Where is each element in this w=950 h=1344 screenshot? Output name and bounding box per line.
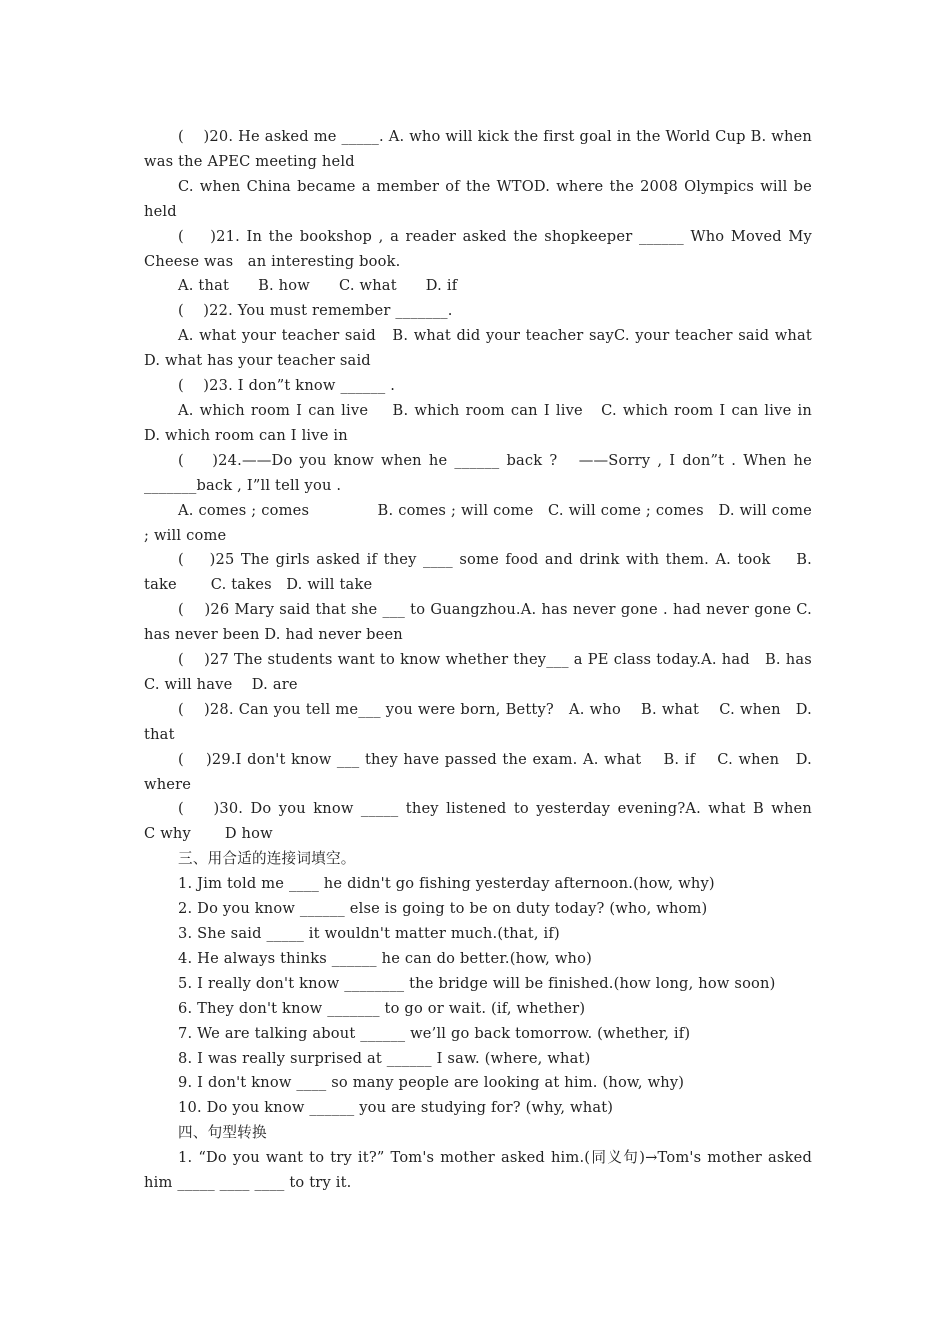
question-22-options: A. what your teacher said B. what did your teacher sayC. your teacher said what D. what has your teacher said <box>144 327 827 370</box>
exercise-text <box>144 125 846 1196</box>
question-24: ( )24.——Do you know when he ______ back ? ——Sorry , I don”t . When he _______back , I”ll tell you . <box>144 451 817 494</box>
question-22: ( )22. You must remember _______. <box>178 302 453 320</box>
question-21-options: A. that B. how C. what D. if <box>178 277 458 295</box>
fill-item-6: 6. They don't know _______ to go or wait. (if, whether) <box>178 999 586 1017</box>
question-21: ( )21. In the bookshop , a reader asked the shopkeeper ______ Who Moved My Cheese was an interesting book. <box>144 227 817 270</box>
fill-item-2: 2. Do you know ______ else is going to be on duty today? (who, whom) <box>178 900 708 918</box>
fill-item-3: 3. She said _____ it wouldn't matter much.(that, if) <box>178 925 560 942</box>
question-23-options: A. which room I can live B. which room can I live C. which room I can live in D. which room can I live in <box>144 401 827 444</box>
transform-item-1: 1. “Do you want to try it?” Tom's mother asked him.(同义句)→Tom's mother asked him _____ ____ ____ to try it. <box>144 1149 817 1192</box>
question-30: ( )30. Do you know _____ they listened to yesterday evening?A. what B when C why D how <box>144 800 846 843</box>
question-23: ( )23. I don”t know ______ . <box>178 377 396 395</box>
question-20: ( )20. He asked me _____. A. who will kick the first goal in the World Cup B. when was the APEC meeting held <box>144 128 817 170</box>
fill-item-7: 7. We are talking about ______ we’ll go back tomorrow. (whether, if) <box>178 1024 691 1042</box>
fill-item-5: 5. I really don't know ________ the bridge will be finished.(how long, how soon) <box>178 974 776 992</box>
section-4-heading: 四、句型转换 <box>178 1124 267 1142</box>
question-28: ( )28. Can you tell me___ you were born, Betty? A. who B. what C. when D. that <box>144 700 817 743</box>
section-3-heading: 三、用合适的连接词填空。 <box>178 850 356 868</box>
question-25: ( )25 The girls asked if they ____ some food and drink with them. A. took B. take C. takes D. will take <box>144 551 817 594</box>
fill-item-9: 9. I don't know ____ so many people are looking at him. (how, why) <box>178 1074 685 1092</box>
question-29: ( )29.I don't know ___ they have passed the exam. A. what B. if C. when D. where <box>144 750 817 793</box>
question-20-options: C. when China became a member of the WTOD. where the 2008 Olympics will be held <box>144 177 817 220</box>
question-24-options: A. comes ; comes B. comes ; will come C. will come ; comes D. will come ; will come <box>144 501 817 544</box>
fill-item-1: 1. Jim told me ____ he didn't go fishing yesterday afternoon.(how, why) <box>178 875 715 893</box>
question-26: ( )26 Mary said that she ___ to Guangzhou.A. has never gone . had never gone C. has never been D. had never been <box>144 601 817 644</box>
fill-item-10: 10. Do you know ______ you are studying for? (why, what) <box>178 1099 614 1117</box>
question-27: ( )27 The students want to know whether they___ a PE class today.A. had B. has C. will have D. are <box>144 651 832 693</box>
fill-item-8: 8. I was really surprised at ______ I saw. (where, what) <box>178 1049 591 1067</box>
fill-item-4: 4. He always thinks ______ he can do better.(how, who) <box>178 949 593 967</box>
